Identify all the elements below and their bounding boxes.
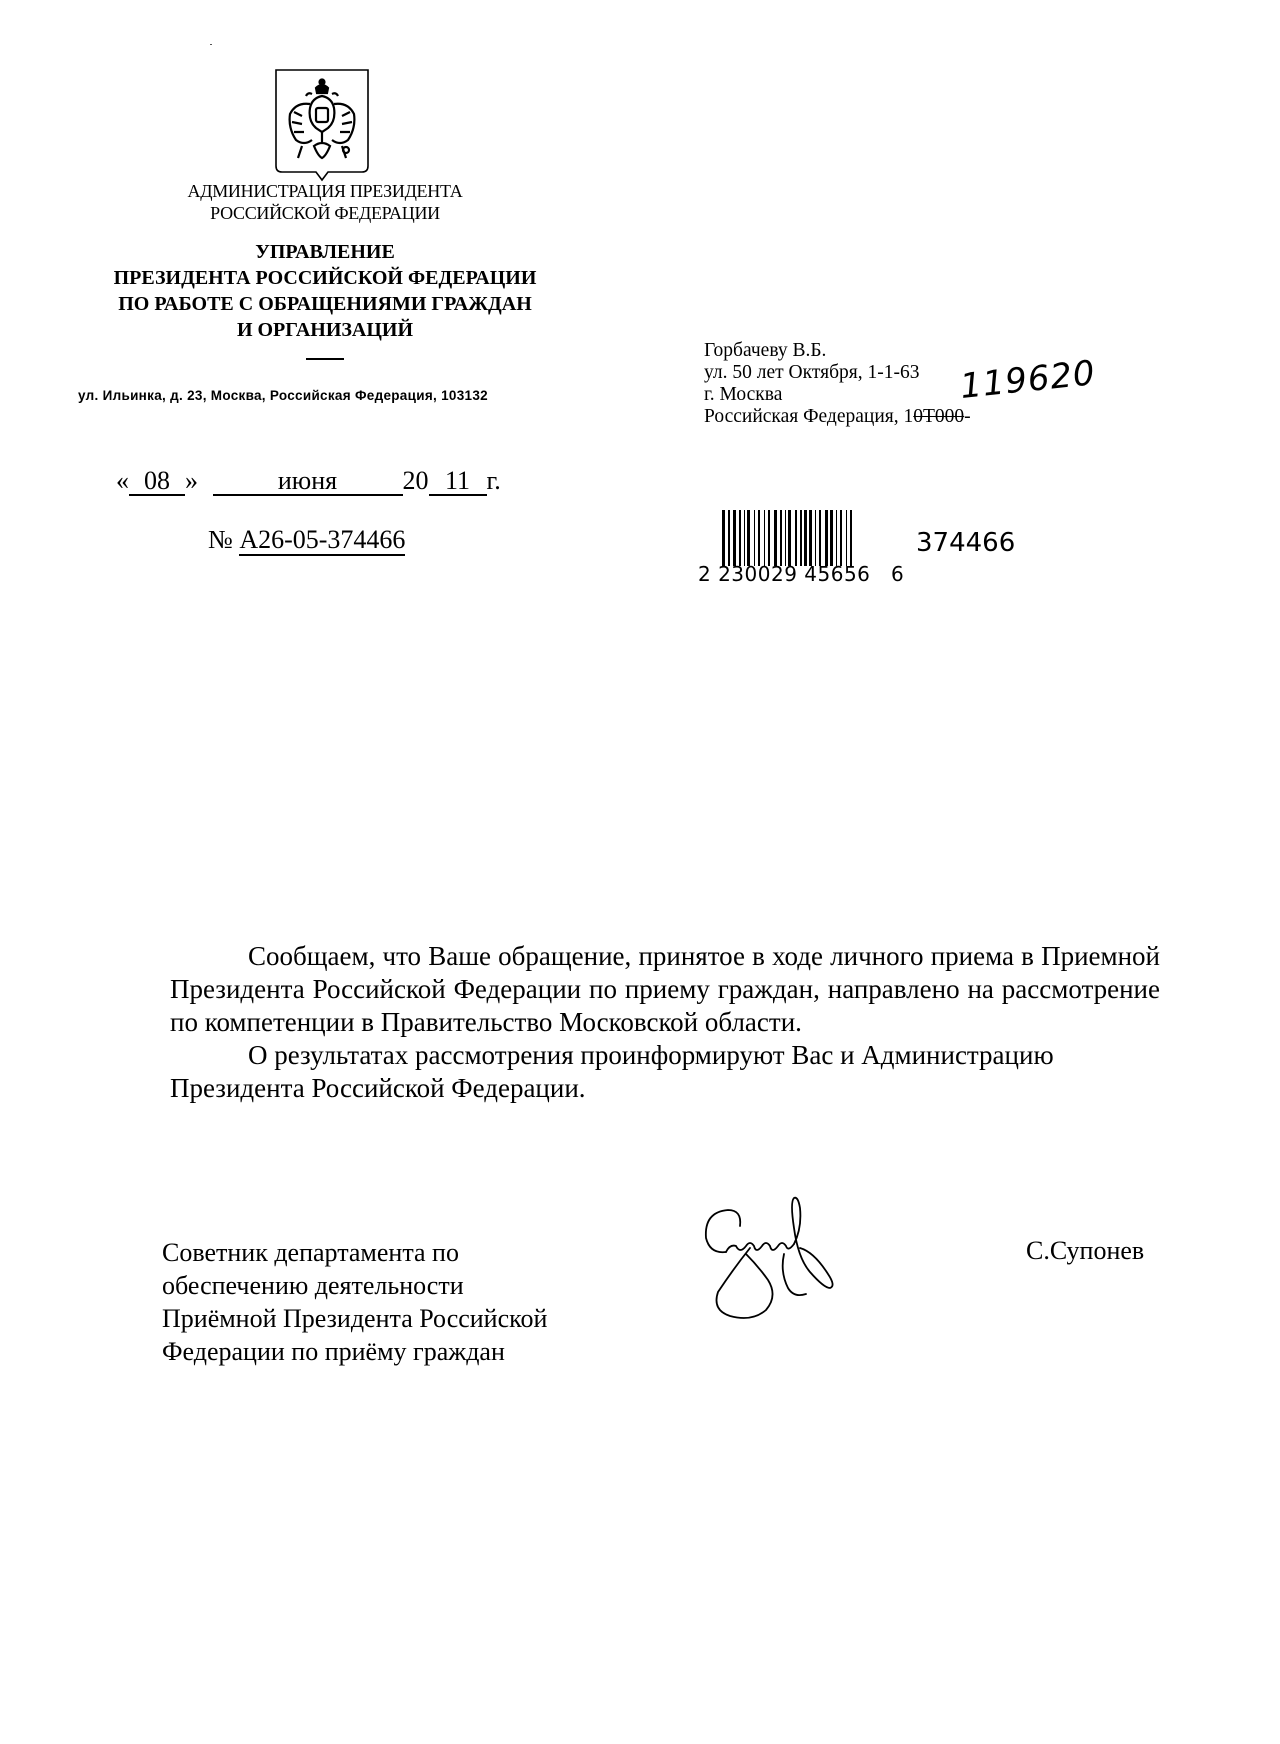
- signer-title-line-4: Федерации по приёму граждан: [162, 1337, 505, 1366]
- barcode-bar: [830, 510, 833, 566]
- barcode-bar: [850, 510, 852, 566]
- barcode-bar: [836, 510, 837, 566]
- tracking-number: 374466: [916, 528, 1016, 558]
- barcode-bar: [768, 510, 770, 566]
- sender-address: ул. Ильинка, д. 23, Москва, Российская Федерация, 103132: [78, 388, 488, 403]
- date-century: 20: [402, 466, 429, 495]
- department-line-1: УПРАВЛЕНИЕ: [255, 241, 395, 263]
- barcode-bar: [840, 510, 842, 566]
- org-name-line-2: РОССИЙСКОЙ ФЕДЕРАЦИИ: [210, 203, 440, 223]
- date-day: 08: [129, 468, 185, 496]
- recipient-country: Российская Федерация, 10Т000‑: [704, 406, 971, 427]
- header-divider: [306, 358, 344, 360]
- org-name-line-1: АДМИНИСТРАЦИЯ ПРЕЗИДЕНТА: [187, 181, 463, 201]
- barcode: [722, 510, 888, 566]
- body-paragraph-1: Сообщаем, что Ваше обращение, принятое в ходе личного приема в Приемной Президента Российской Федерации по приему граждан, направлено на рассмотрение по компетенции в Правительство Московской области.: [170, 941, 1160, 1037]
- barcode-bar: [819, 510, 821, 566]
- date-month: июня: [213, 468, 403, 496]
- barcode-digits: 2 230029 45656 6: [698, 562, 905, 586]
- barcode-bar: [788, 510, 791, 566]
- barcode-bar: [758, 510, 760, 566]
- barcode-bar: [733, 510, 736, 566]
- department-line-2: ПРЕЗИДЕНТА РОССИЙСКОЙ ФЕДЕРАЦИИ: [113, 267, 537, 289]
- date-year: 11: [429, 468, 487, 496]
- letter-body: [170, 940, 1160, 1105]
- barcode-bar: [744, 510, 745, 566]
- handwritten-signature: [690, 1188, 890, 1328]
- date-open-quote: «: [116, 466, 129, 495]
- scan-speck: [210, 44, 212, 45]
- barcode-bar: [754, 510, 755, 566]
- recipient-country-text: Российская Федерация, 1: [704, 406, 914, 427]
- barcode-bar: [774, 510, 777, 566]
- reference-number: [208, 525, 405, 555]
- russian-coat-of-arms-icon: [272, 66, 372, 186]
- recipient-city: г. Москва: [704, 384, 783, 405]
- struck-postcode: 0Т000: [913, 406, 965, 427]
- signer-title-line-1: Советник департамента по: [162, 1238, 459, 1267]
- recipient-name: Горбачеву В.Б.: [704, 340, 827, 361]
- barcode-bar: [809, 510, 812, 566]
- signer-title-line-2: обеспечению деятельности: [162, 1271, 464, 1300]
- handwritten-postcode: 119620: [958, 353, 1098, 407]
- signer-title: [162, 1236, 547, 1368]
- department-line-3: ПО РАБОТЕ С ОБРАЩЕНИЯМИ ГРАЖДАН: [118, 293, 532, 315]
- barcode-bar: [846, 510, 847, 566]
- department-line-4: И ОРГАНИЗАЦИЙ: [236, 319, 414, 341]
- barcode-bar: [739, 510, 741, 566]
- barcode-bar: [728, 510, 730, 566]
- reference-prefix: №: [208, 525, 233, 554]
- barcode-bar: [800, 510, 802, 566]
- date-close-quote: »: [185, 466, 198, 495]
- date-suffix: г.: [486, 466, 501, 495]
- barcode-bar: [804, 510, 807, 566]
- recipient-street: ул. 50 лет Октября, 1-1-63: [704, 362, 920, 383]
- barcode-bar: [795, 510, 797, 566]
- signer-name: С.Супонев: [1026, 1236, 1145, 1265]
- reference-value: А26-05-374466: [239, 525, 406, 554]
- barcode-bar: [825, 510, 828, 566]
- recipient-block: [704, 340, 971, 428]
- barcode-bar: [764, 510, 765, 566]
- barcode-bar: [747, 510, 750, 566]
- barcode-bar: [722, 510, 725, 566]
- document-date: [116, 466, 501, 496]
- body-paragraph-2: О результатах рассмотрения проинформируют Вас и Администрацию Президента Российской Федерации.: [170, 1040, 1054, 1103]
- barcode-bar: [785, 510, 786, 566]
- barcode-bar: [780, 510, 782, 566]
- signer-title-line-3: Приёмной Президента Российской: [162, 1304, 548, 1333]
- barcode-bar: [815, 510, 816, 566]
